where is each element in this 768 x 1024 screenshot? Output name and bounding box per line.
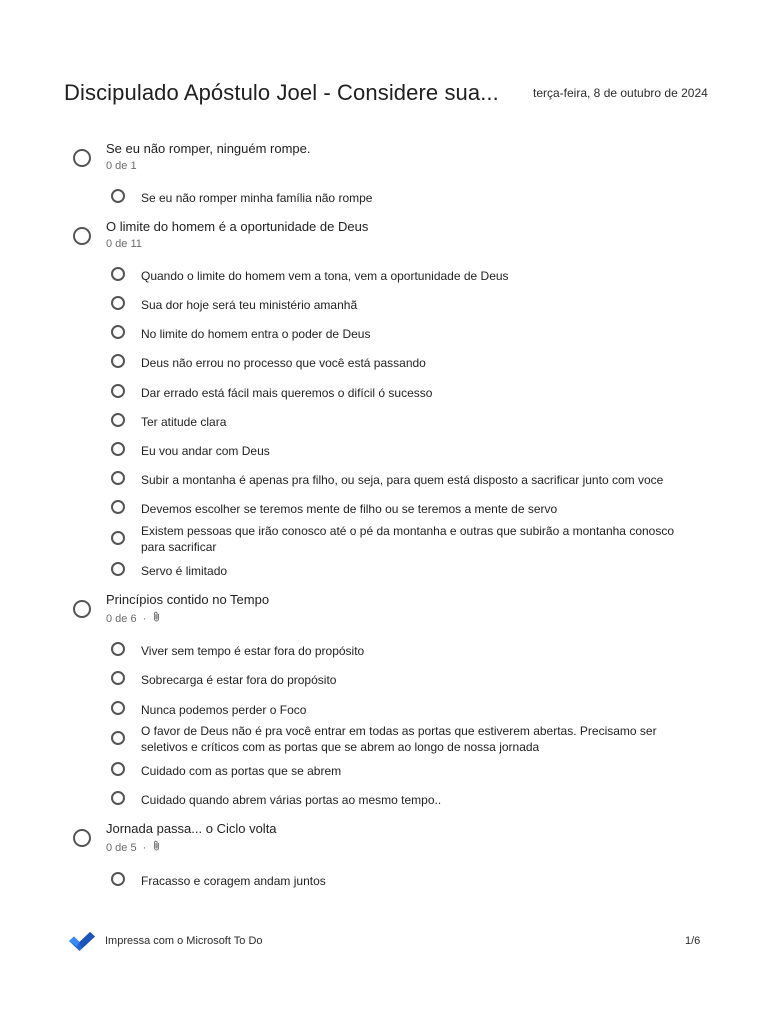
step-text: Sobrecarga é estar fora do propósito	[141, 673, 337, 687]
step-text: Nunca podemos perder o Foco	[141, 703, 307, 717]
step-checkbox-icon[interactable]	[111, 325, 125, 339]
step-checkbox-icon[interactable]	[111, 701, 125, 715]
step-text: Cuidado quando abrem várias portas ao mesmo tempo..	[141, 793, 442, 807]
step-checkbox-icon[interactable]	[111, 791, 125, 805]
task-title: Jornada passa... o Ciclo volta	[106, 821, 277, 836]
step-text: No limite do homem entra o poder de Deus	[141, 327, 371, 341]
step-text: Devemos escolher se teremos mente de filho ou se teremos a mente de servo	[141, 502, 558, 516]
task-checkbox-icon[interactable]	[73, 149, 91, 167]
task-progress	[106, 238, 142, 250]
task-checkbox-icon[interactable]	[73, 227, 91, 245]
step-checkbox-icon[interactable]	[111, 642, 125, 656]
task-progress	[106, 611, 161, 625]
task-progress	[106, 160, 137, 172]
task-progress-count: 0 de 1	[106, 160, 137, 172]
list-title: Discipulado Apóstulo Joel - Considere sua...	[64, 80, 499, 105]
step-checkbox-icon[interactable]	[111, 762, 125, 776]
step-text: Dar errado está fácil mais queremos o difícil ó sucesso	[141, 386, 433, 400]
step-text: Eu vou andar com Deus	[141, 444, 270, 458]
microsoft-todo-logo-icon	[68, 930, 96, 952]
step-text: Se eu não romper minha família não rompe	[141, 191, 373, 205]
task-progress	[106, 840, 161, 854]
step-checkbox-icon[interactable]	[111, 296, 125, 310]
step-checkbox-icon[interactable]	[111, 731, 125, 745]
print-date: terça-feira, 8 de outubro de 2024	[533, 86, 708, 100]
task-progress-count: 0 de 6	[106, 613, 137, 625]
task-title: O limite do homem é a oportunidade de Deus	[106, 219, 369, 234]
step-checkbox-icon[interactable]	[111, 189, 125, 203]
step-text: Viver sem tempo é estar fora do propósito	[141, 644, 365, 658]
separator-dot: ·	[142, 842, 147, 854]
step-text: Existem pessoas que irão conosco até o pé da montanha e outras que subirão a montanha conosco para sacrificar	[141, 524, 675, 554]
task-title: Se eu não romper, ninguém rompe.	[106, 141, 311, 156]
step-checkbox-icon[interactable]	[111, 471, 125, 485]
step-checkbox-icon[interactable]	[111, 531, 125, 545]
step-checkbox-icon[interactable]	[111, 671, 125, 685]
step-text: Deus não errou no processo que você está passando	[141, 356, 426, 370]
step-text: Ter atitude clara	[141, 415, 227, 429]
task-progress-count: 0 de 5	[106, 842, 137, 854]
step-text: Subir a montanha é apenas pra filho, ou seja, para quem está disposto a sacrificar junto com voce	[141, 473, 664, 487]
paperclip-icon	[152, 840, 161, 854]
task-checkbox-icon[interactable]	[73, 829, 91, 847]
step-checkbox-icon[interactable]	[111, 562, 125, 576]
step-text: O favor de Deus não é pra você entrar em todas as portas que estiverem abertas. Precisamo ser seletivos e críticos com as portas que se abrem ao longo de nossa jornada	[141, 724, 657, 754]
task-checkbox-icon[interactable]	[73, 600, 91, 618]
step-checkbox-icon[interactable]	[111, 413, 125, 427]
printed-with-label: Impressa com o Microsoft To Do	[105, 935, 263, 947]
page-number: 1/6	[685, 935, 701, 947]
step-checkbox-icon[interactable]	[111, 442, 125, 456]
separator-dot: ·	[142, 613, 147, 625]
step-text: Quando o limite do homem vem a tona, vem a oportunidade de Deus	[141, 269, 509, 283]
step-checkbox-icon[interactable]	[111, 384, 125, 398]
step-checkbox-icon[interactable]	[111, 872, 125, 886]
step-text: Cuidado com as portas que se abrem	[141, 764, 342, 778]
step-checkbox-icon[interactable]	[111, 500, 125, 514]
task-progress-count: 0 de 11	[106, 238, 142, 250]
step-checkbox-icon[interactable]	[111, 354, 125, 368]
step-text: Sua dor hoje será teu ministério amanhã	[141, 298, 358, 312]
step-text: Servo é limitado	[141, 564, 228, 578]
task-title: Princípios contido no Tempo	[106, 592, 270, 607]
paperclip-icon	[152, 611, 161, 625]
step-text: Fracasso e coragem andam juntos	[141, 874, 326, 888]
step-checkbox-icon[interactable]	[111, 267, 125, 281]
